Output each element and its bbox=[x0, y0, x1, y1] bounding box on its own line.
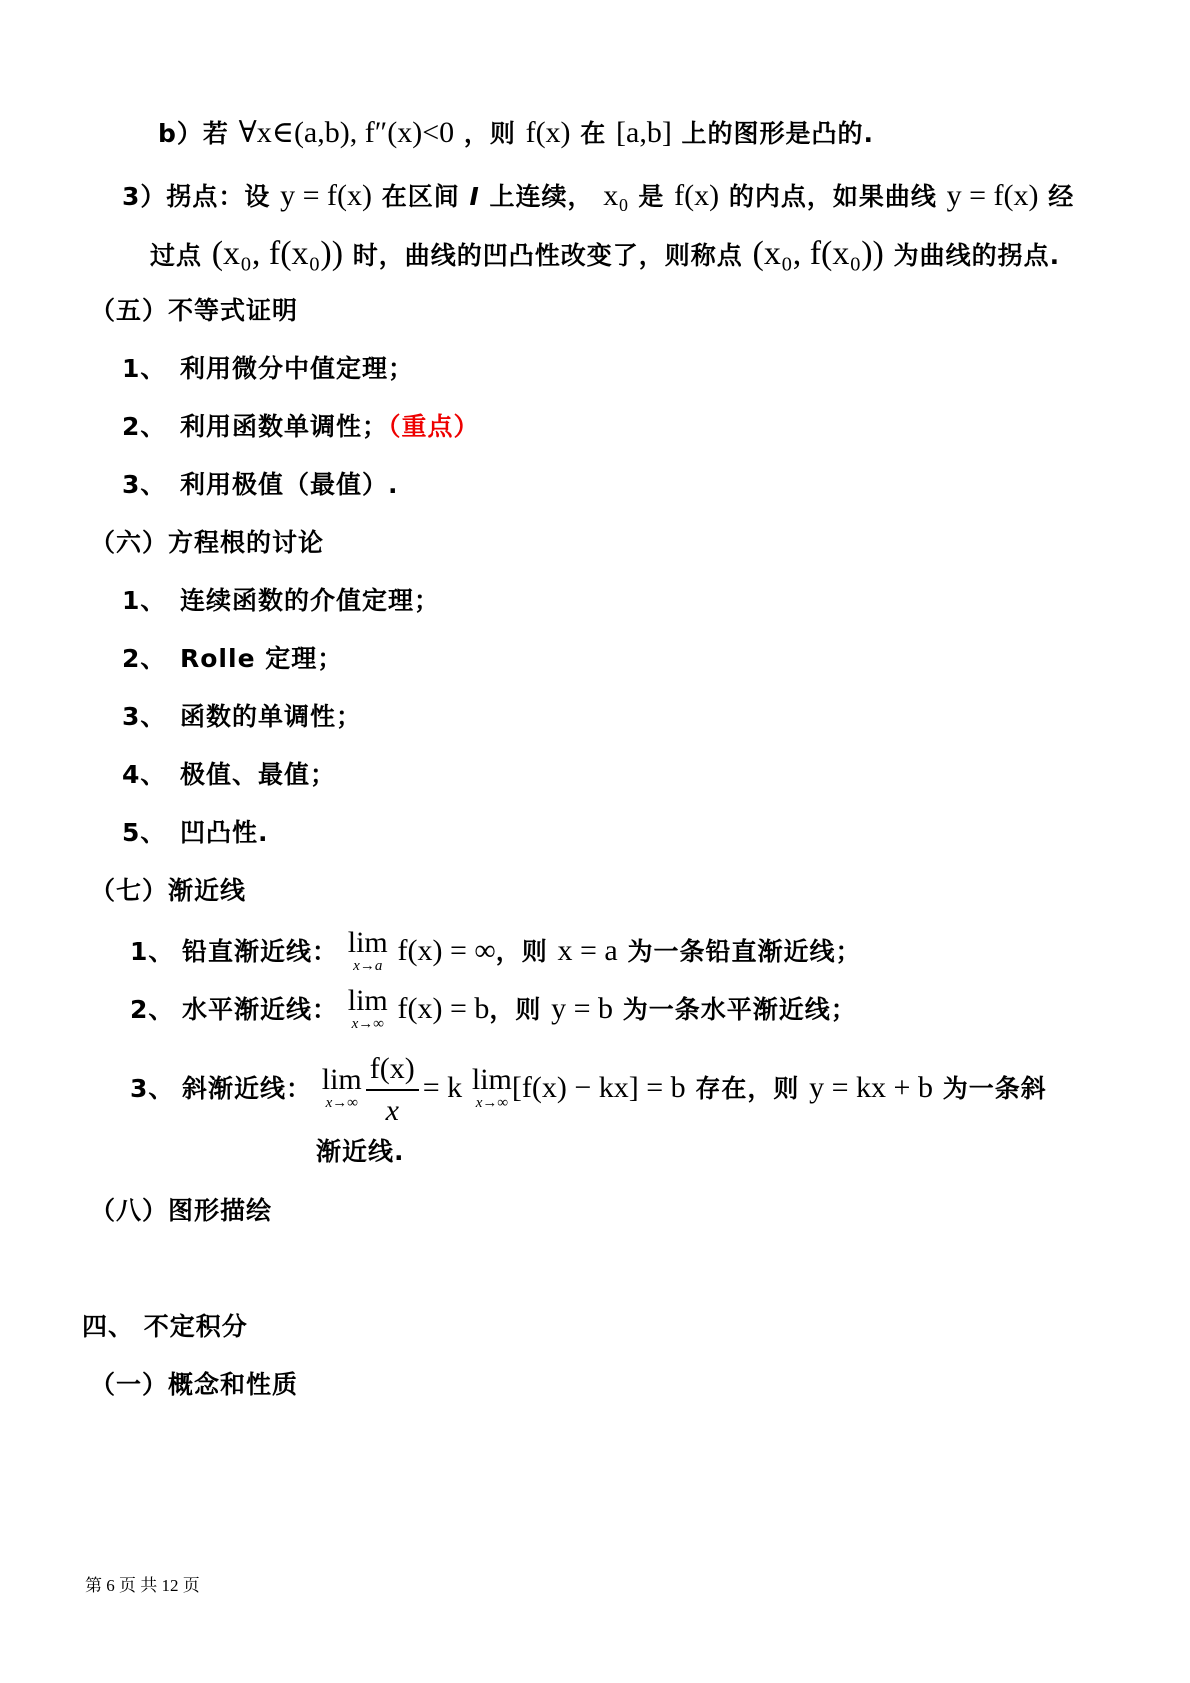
rule-text: 上的图形是凸的. bbox=[681, 119, 875, 148]
item-text: 利用函数单调性； bbox=[180, 412, 389, 441]
limit-expression: f(x) = ∞ bbox=[397, 934, 496, 967]
oblique-asymptote-item bbox=[130, 1048, 1047, 1129]
asymptote-equation: y = b bbox=[551, 992, 614, 1025]
lim-subscript: x→∞ bbox=[475, 1095, 509, 1111]
lim-subscript: x→a bbox=[353, 958, 383, 974]
item-label: 斜渐近线： bbox=[182, 1074, 313, 1103]
oblique-asymptote-continuation: 渐近线. bbox=[316, 1137, 405, 1166]
section-heading: （八）图形描绘 bbox=[90, 1196, 273, 1225]
slope-equation: = k bbox=[422, 1071, 463, 1104]
section-heading: （七）渐近线 bbox=[90, 876, 247, 905]
item-number: 3、 bbox=[130, 1074, 175, 1103]
list-item bbox=[122, 409, 480, 445]
x0-formula: x₀ bbox=[603, 179, 629, 212]
item-text: 连续函数的介值定理； bbox=[180, 586, 441, 615]
item-text: 为一条斜 bbox=[942, 1074, 1047, 1103]
inflection-text: 在区间 bbox=[381, 182, 460, 211]
inflection-text: 过点 bbox=[150, 241, 203, 270]
list-item bbox=[122, 583, 440, 619]
item-label: 水平渐近线： bbox=[182, 995, 339, 1024]
item-number: 2、 bbox=[130, 995, 175, 1024]
item-text: Rolle 定理； bbox=[180, 644, 344, 673]
lim-text: lim bbox=[471, 1063, 512, 1096]
limit-expression: f(x) = b bbox=[397, 992, 490, 1025]
limit-operator bbox=[472, 1065, 512, 1111]
chapter-heading: 四、 不定积分 bbox=[82, 1312, 248, 1341]
lim-subscript: x→∞ bbox=[351, 1016, 384, 1032]
asymptote-equation: x = a bbox=[557, 934, 618, 967]
curve-formula: y = f(x) bbox=[946, 179, 1039, 212]
lim-text: lim bbox=[321, 1063, 362, 1096]
limit-operator bbox=[348, 928, 388, 974]
list-item bbox=[122, 815, 269, 851]
rule-label: b）若 bbox=[158, 119, 229, 148]
item-text: 凹凸性. bbox=[180, 818, 269, 847]
item-text: 利用极值（最值）. bbox=[180, 470, 399, 499]
item-number: 5、 bbox=[122, 818, 167, 847]
section-heading: （六）方程根的讨论 bbox=[90, 528, 325, 557]
item-text: 利用微分中值定理； bbox=[180, 354, 415, 383]
item-number: 2、 bbox=[122, 412, 167, 441]
condition-formula: ∀x∈(a,b), f″(x)<0 bbox=[238, 116, 455, 149]
fraction-numerator: f(x) bbox=[366, 1052, 419, 1092]
item-text: ，则 bbox=[489, 995, 542, 1024]
item-label: 铅直渐近线： bbox=[182, 937, 339, 966]
inflection-text: 的内点，如果曲线 bbox=[728, 182, 937, 211]
list-item bbox=[122, 467, 399, 503]
inflection-definition-line1 bbox=[122, 178, 1074, 215]
vertical-asymptote-item bbox=[130, 928, 861, 974]
list-item bbox=[122, 641, 343, 677]
item-number: 4、 bbox=[122, 760, 167, 789]
inflection-definition-line2 bbox=[150, 236, 1060, 274]
item-text: 极值、最值； bbox=[180, 760, 337, 789]
inflection-label: 3）拐点：设 bbox=[122, 182, 271, 211]
page-footer: 第 6 页 共 12 页 bbox=[85, 1576, 200, 1595]
horizontal-asymptote-item bbox=[130, 986, 857, 1032]
key-point-note: （重点） bbox=[388, 412, 480, 441]
item-text: 为一条水平渐近线； bbox=[622, 995, 857, 1024]
function-formula: f(x) bbox=[674, 179, 720, 212]
interval-formula: [a,b] bbox=[616, 116, 672, 149]
curve-formula: y = f(x) bbox=[280, 179, 373, 212]
item-number: 3、 bbox=[122, 470, 167, 499]
item-number: 1、 bbox=[122, 354, 167, 383]
item-text: ，则 bbox=[495, 937, 548, 966]
section-heading: （五）不等式证明 bbox=[90, 296, 299, 325]
item-number: 3、 bbox=[122, 702, 167, 731]
list-item bbox=[122, 351, 414, 387]
item-text: 函数的单调性； bbox=[180, 702, 363, 731]
fraction bbox=[366, 1052, 419, 1129]
inflection-text: 时，曲线的凹凸性改变了，则称点 bbox=[352, 241, 743, 270]
inflection-text: 是 bbox=[638, 182, 665, 211]
item-text: 存在，则 bbox=[695, 1074, 800, 1103]
list-item bbox=[122, 699, 362, 735]
fraction-denominator: x bbox=[385, 1094, 399, 1127]
point-formula: (x₀, f(x₀)) bbox=[752, 235, 884, 272]
point-formula: (x₀, f(x₀)) bbox=[211, 235, 344, 272]
inflection-text: 经 bbox=[1048, 182, 1075, 211]
asymptote-equation: y = kx + b bbox=[809, 1071, 933, 1104]
concavity-rule-b bbox=[158, 115, 874, 152]
lim-text: lim bbox=[347, 984, 388, 1017]
limit-operator bbox=[322, 1065, 362, 1111]
item-text: 为一条铅直渐近线； bbox=[627, 937, 862, 966]
intercept-equation: [f(x) − kx] = b bbox=[511, 1071, 686, 1104]
section-heading: （一）概念和性质 bbox=[90, 1370, 299, 1399]
interval-name: I bbox=[469, 182, 480, 211]
function-formula: f(x) bbox=[525, 116, 571, 149]
item-number: 1、 bbox=[130, 937, 175, 966]
item-number: 2、 bbox=[122, 644, 167, 673]
lim-text: lim bbox=[347, 926, 388, 959]
inflection-text: 上连续， bbox=[489, 182, 594, 211]
item-number: 1、 bbox=[122, 586, 167, 615]
inflection-text: 为曲线的拐点. bbox=[893, 241, 1061, 270]
list-item bbox=[122, 757, 336, 793]
rule-zai: 在 bbox=[580, 119, 607, 148]
limit-operator bbox=[348, 986, 388, 1032]
rule-sep: ，则 bbox=[463, 119, 516, 148]
lim-subscript: x→∞ bbox=[325, 1095, 358, 1111]
